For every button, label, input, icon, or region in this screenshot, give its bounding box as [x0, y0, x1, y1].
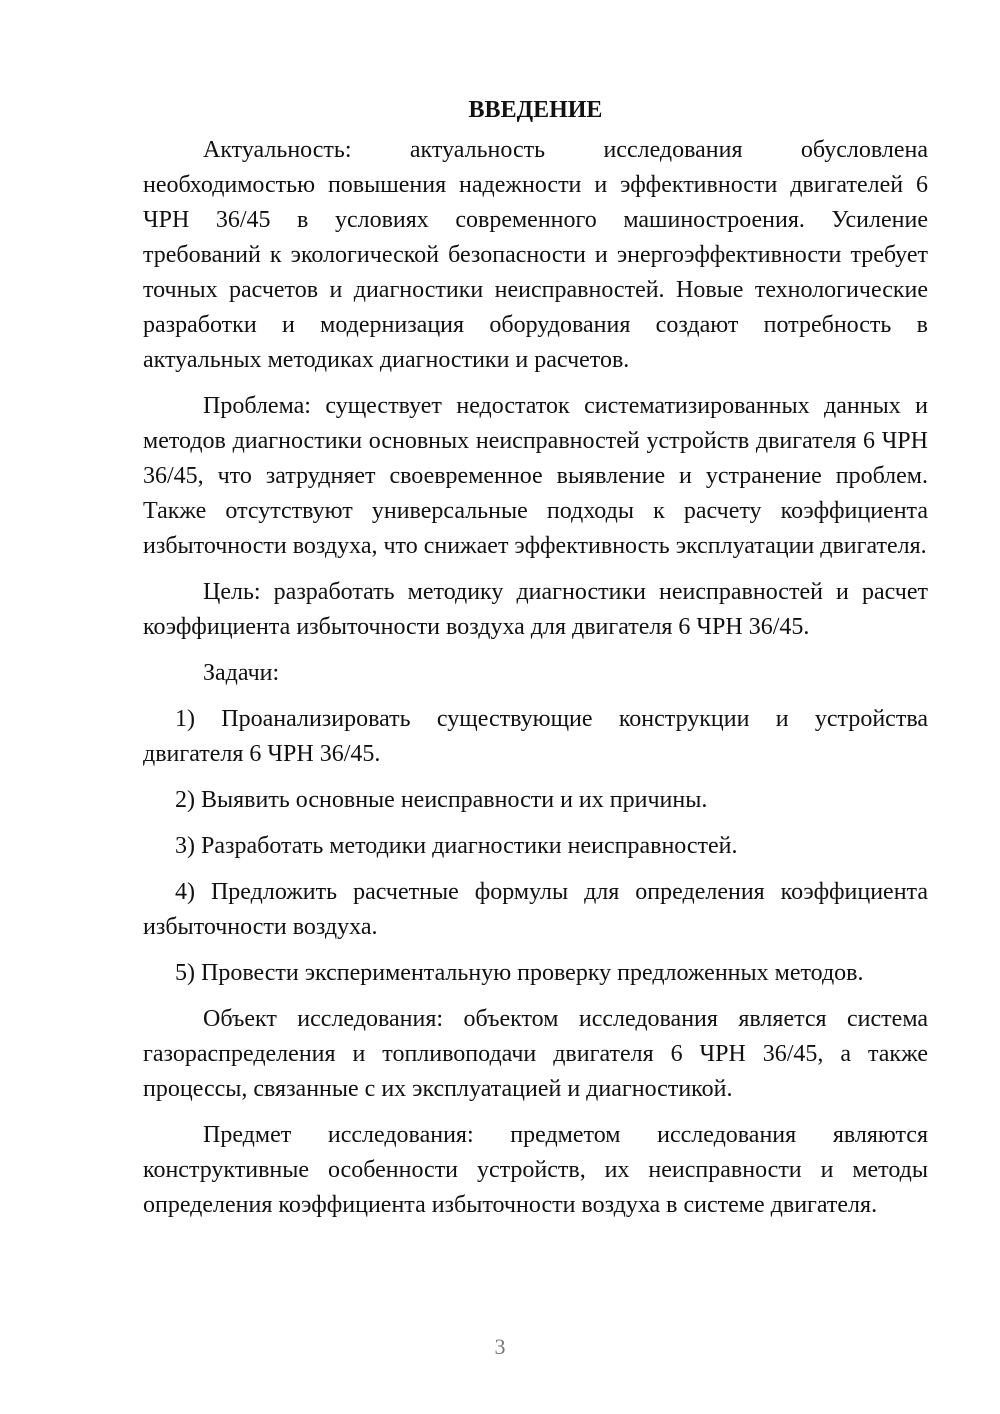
paragraph-problem: Проблема: существует недостаток систематизированных данных и методов диагностики основных неисправностей устройств двигателя 6 ЧРН 36/45, что затрудняет своевременное выявление и устранение проблем. Также отсутствуют универсальные подходы к расчету коэффициента избыточности воздуха, что снижает эффективность эксплуатации двигателя. [143, 393, 928, 559]
paragraph-subject: Предмет исследования: предметом исследования являются конструктивные особенности устройств, их неисправности и методы определения коэффициента избыточности воздуха в системе двигателя. [143, 1122, 928, 1218]
task-item-4: 4) Предложить расчетные формулы для определения коэффициента избыточности воздуха. [143, 879, 928, 940]
task-item-5: 5) Провести экспериментальную проверку предложенных методов. [175, 960, 864, 986]
task-item-1: 1) Проанализировать существующие конструкции и устройства двигателя 6 ЧРН 36/45. [143, 706, 928, 767]
paragraph-object: Объект исследования: объектом исследования является система газораспределения и топливоподачи двигателя 6 ЧРН 36/45, а также процессы, связанные с их эксплуатацией и диагностикой. [143, 1006, 928, 1102]
page-body [143, 93, 928, 1234]
page-number: 3 [494, 1334, 506, 1359]
tasks-heading: Задачи: [203, 660, 280, 686]
paragraph-goal: Цель: разработать методику диагностики неисправностей и расчет коэффициента избыточности воздуха для двигателя 6 ЧРН 36/45. [143, 579, 928, 640]
task-item-3: 3) Разработать методики диагностики неисправностей. [175, 833, 738, 859]
task-item-2: 2) Выявить основные неисправности и их причины. [175, 787, 708, 813]
paragraph-relevance: Актуальность: актуальность исследования обусловлена необходимостью повышения надежности и эффективности двигателей 6 ЧРН 36/45 в условиях современного машиностроения. Усиление требований к экологической безопасности и энергоэффективности требует точных расчетов и диагностики неисправностей. Новые технологические разработки и модернизация оборудования создают потребность в актуальных методиках диагностики и расчетов. [143, 137, 928, 373]
section-title: ВВЕДЕНИЕ [468, 97, 603, 123]
